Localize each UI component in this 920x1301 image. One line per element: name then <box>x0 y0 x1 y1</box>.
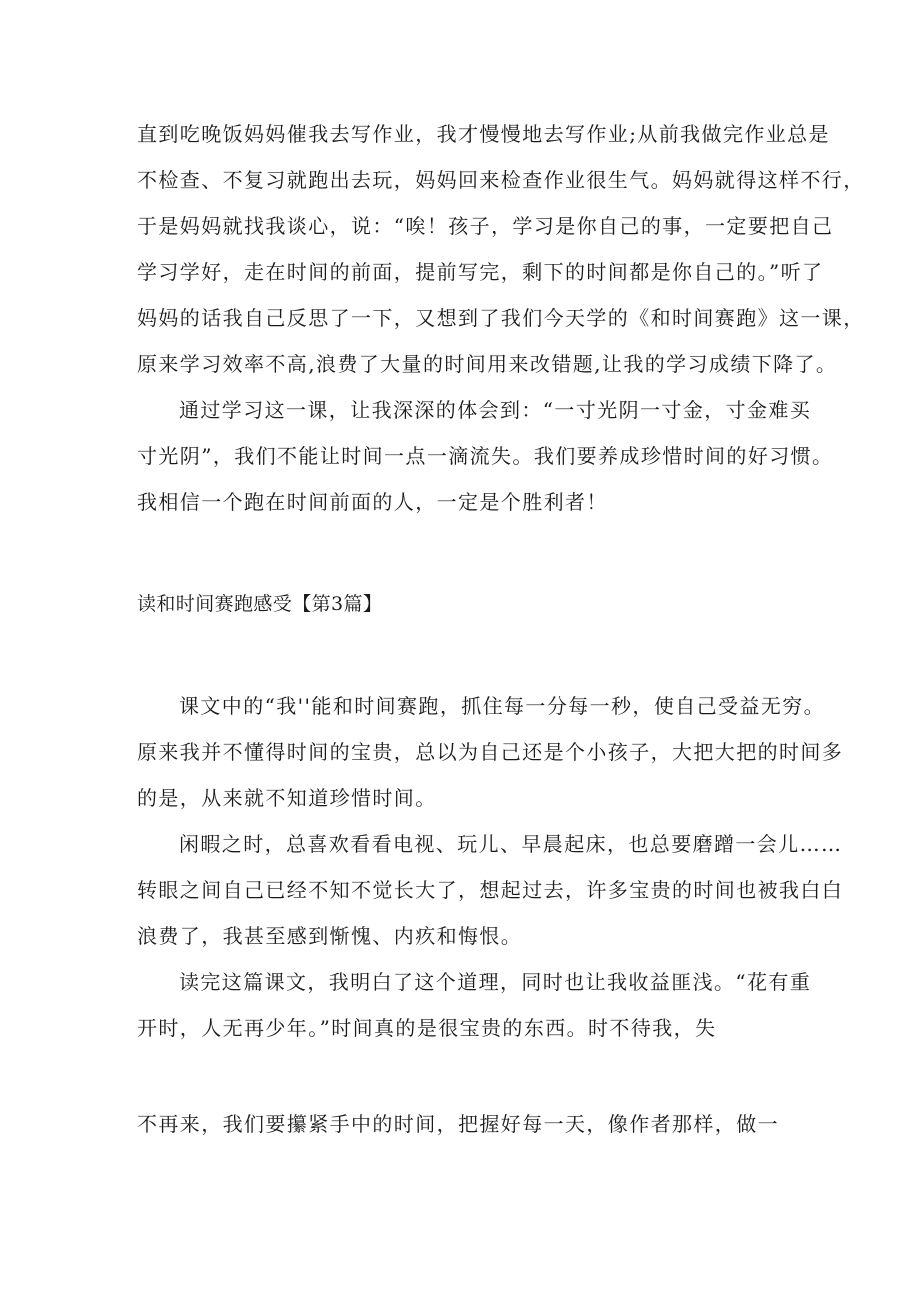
text-line: 直到吃晚饭妈妈催我去写作业，我才慢慢地去写作业;从前我做完作业总是 <box>137 122 830 146</box>
section-title: 读和时间赛跑感受【第3篇】 <box>137 593 383 615</box>
text-line: 寸光阴”，我们不能让时间一点一滴流失。我们要养成珍惜时间的好习惯。 <box>137 444 834 468</box>
text-line: 课文中的“我''能和时间赛跑，抓住每一分每一秒，使自己受益无穷。 <box>179 694 826 718</box>
text-line: 通过学习这一课，让我深深的体会到：“一寸光阴一寸金，寸金难买 <box>179 398 812 422</box>
text-line: 不再来，我们要攥紧手中的时间，把握好每一天，像作者那样，做一 <box>137 1112 779 1136</box>
text-line: 闲暇之时，总喜欢看看电视、玩儿、早晨起床，也总要磨蹭一会儿…… <box>179 832 843 856</box>
text-line: 原来学习效率不高,浪费了大量的时间用来改错题,让我的学习成绩下降了。 <box>137 352 838 376</box>
text-line: 于是妈妈就找我谈心，说：“唉！孩子，学习是你自己的事，一定要把自己 <box>137 214 834 238</box>
text-line: 开时，人无再少年。”时间真的是很宝贵的东西。时不待我，失 <box>137 1016 717 1040</box>
text-line: 妈妈的话我自己反思了一下，又想到了我们今天学的《和时间赛跑》这一课， <box>137 306 865 330</box>
text-line: 学习学好，走在时间的前面，提前写完，剩下的时间都是你自己的。”听了 <box>137 260 824 284</box>
text-line: 不检查、不复习就跑出去玩，妈妈回来检查作业很生气。妈妈就得这样不行， <box>137 168 865 192</box>
text-line: 读完这篇课文，我明白了这个道理，同时也让我收益匪浅。“花有重 <box>179 970 812 994</box>
text-line: 我相信一个跑在时间前面的人，一定是个胜利者！ <box>137 490 608 514</box>
text-line: 浪费了，我甚至感到惭愧、内疚和悔恨。 <box>137 924 523 948</box>
text-line: 原来我并不懂得时间的宝贵，总以为自己还是个小孩子，大把大把的时间多 <box>137 740 844 764</box>
text-line: 转眼之间自己已经不知不觉长大了，想起过去，许多宝贵的时间也被我白白 <box>137 878 844 902</box>
text-line: 的是，从来就不知道珍惜时间。 <box>137 786 437 810</box>
